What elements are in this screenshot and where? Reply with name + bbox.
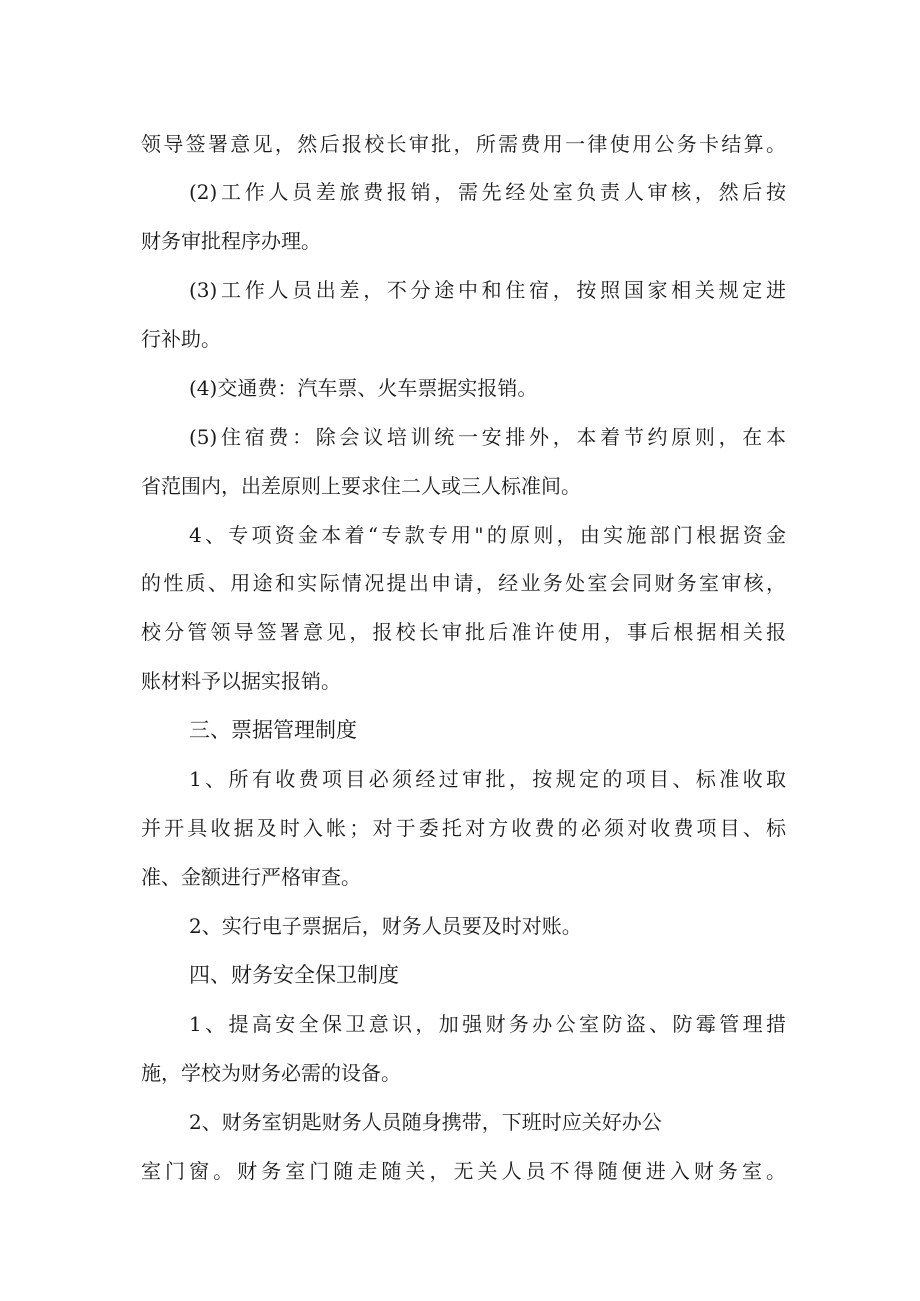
text-line: 2、实行电子票据后，财务人员要及时对账。 [189, 914, 582, 938]
text-line: (5)住宿费：除会议培训统一安排外，本着节约原则，在本 [189, 425, 786, 449]
text-line: 4、专项资金本着“专款专用"的原则，由实施部门根据资金 [189, 523, 786, 547]
text-line: (2)工作人员差旅费报销，需先经处室负责人审核，然后按 [189, 180, 786, 204]
text-line: 并开具收据及时入帐；对于委托对方收费的必须对收费项目、标 [141, 816, 786, 840]
text-line: 校分管领导签署意见，报校长审批后准许使用，事后根据相关报 [141, 620, 786, 644]
text-line: 的性质、用途和实际情况提出申请，经业务处室会同财务室审核， [141, 571, 786, 595]
text-line: 财务审批程序办理。 [141, 229, 321, 253]
text-line: 省范围内，出差原则上要求住二人或三人标准间。 [141, 474, 581, 498]
text-line: 室门窗。财务室门随走随关，无关人员不得随便进入财务室。 [141, 1159, 786, 1183]
text-line: 2、财务室钥匙财务人员随身携带，下班时应关好办公 [189, 1110, 662, 1134]
text-line: 账材料予以据实报销。 [141, 669, 341, 693]
text-line: 施，学校为财务必需的设备。 [141, 1061, 401, 1085]
text-line: (4)交通费：汽车票、火车票据实报销。 [189, 376, 538, 400]
text-line: 行补助。 [141, 327, 221, 351]
text-line: (3)工作人员出差，不分途中和住宿，按照国家相关规定进 [189, 278, 786, 302]
text-line: 1、提高安全保卫意识，加强财务办公室防盗、防霉管理措 [189, 1012, 786, 1036]
section-heading: 三、票据管理制度 [189, 718, 357, 742]
section-heading: 四、财务安全保卫制度 [189, 963, 399, 987]
text-line: 1、所有收费项目必须经过审批，按规定的项目、标准收取 [189, 767, 786, 791]
text-line: 领导签署意见，然后报校长审批，所需费用一律使用公务卡结算。 [141, 132, 786, 156]
text-line: 准、金额进行严格审查。 [141, 865, 361, 889]
